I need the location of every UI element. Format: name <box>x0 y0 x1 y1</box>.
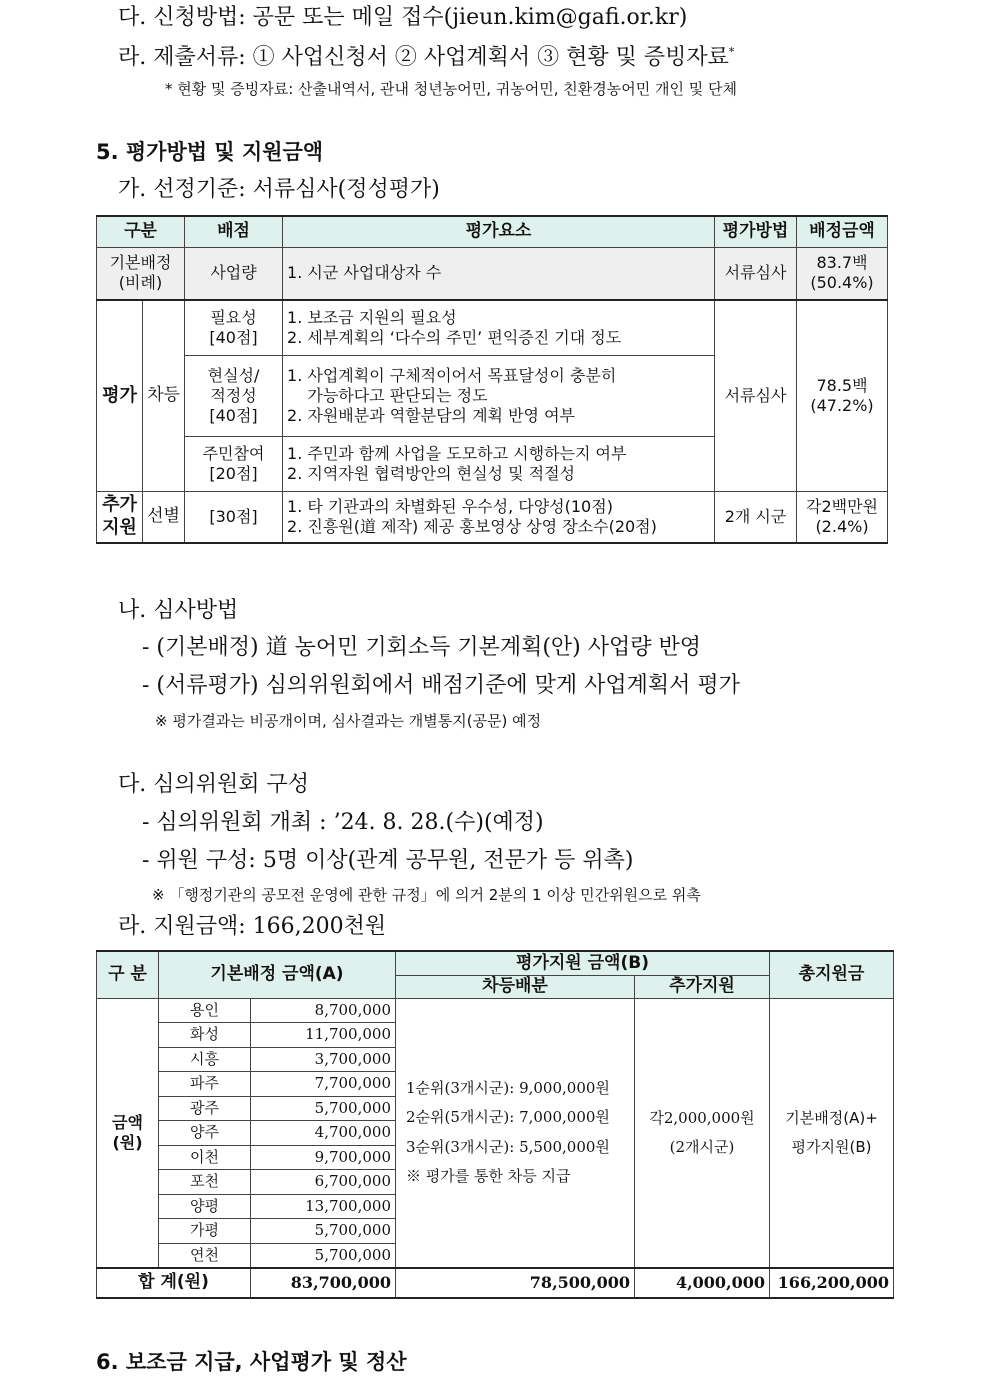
region-amount: 13,700,000 <box>251 1194 396 1219</box>
sum-extra: 4,000,000 <box>635 1268 770 1298</box>
region-name: 광주 <box>159 1096 251 1121</box>
region-name: 시흥 <box>159 1047 251 1072</box>
committee-item-2: - 위원 구성: 5명 이상(관계 공무원, 전문가 등 위촉) <box>142 848 634 873</box>
sum-diff: 78,500,000 <box>396 1268 635 1298</box>
support-amount-title: 라. 지원금액: 166,200천원 <box>118 914 387 939</box>
region-name: 용인 <box>159 998 251 1023</box>
diff-label: 차등 <box>143 300 185 491</box>
extra-label-1: 추가 <box>102 494 137 516</box>
extra-label-2: 지원 <box>102 516 137 538</box>
extra-line: 각2,000,000원 <box>649 1109 755 1127</box>
eval-item: 2. 자원배분과 역할분담의 계획 반영 여부 <box>287 405 576 425</box>
review-method-item-1: - (기본배정) 道 농어민 기회소득 기본계획(안) 사업량 반영 <box>142 635 702 660</box>
eval-score-2-points: [40점] <box>209 405 258 425</box>
amount-row-label-1: 금액 <box>112 1112 143 1132</box>
eval-item: 2. 지역자원 협력방안의 현실성 및 적절성 <box>287 463 576 483</box>
region-name: 양주 <box>159 1121 251 1146</box>
eval-score-2 <box>185 355 283 436</box>
committee-item-1: - 심의위원회 개최 : ’24. 8. 28.(수)(예정) <box>142 810 544 835</box>
diff-line: 1순위(3개시군): 9,000,000원 <box>406 1079 610 1097</box>
extra-items <box>283 491 715 543</box>
region-amount: 5,700,000 <box>251 1243 396 1268</box>
eval-items-1 <box>283 300 715 355</box>
region-name: 파주 <box>159 1072 251 1097</box>
basic-category-sub: (비례) <box>118 273 163 293</box>
basic-amount-value: 83.7백 <box>816 253 868 273</box>
basic-score: 사업량 <box>185 247 283 300</box>
th-item: 평가요소 <box>283 216 715 247</box>
evaluation-table <box>96 215 888 544</box>
eval-items-3 <box>283 436 715 491</box>
eval-item: 가능하다고 판단되는 정도 <box>287 385 488 405</box>
documents-line <box>118 40 734 71</box>
documents-text: 라. 제출서류: ① 사업신청서 ② 사업계획서 ③ 현황 및 증빙자료 <box>118 45 729 70</box>
region-name: 화성 <box>159 1023 251 1048</box>
region-amount: 9,700,000 <box>251 1145 396 1170</box>
eval-score-1-points: [40점] <box>209 327 258 347</box>
eval-item: 1. 주민과 함께 사업을 도모하고 시행하는지 여부 <box>287 443 627 463</box>
eval-item: 1. 사업계획이 구체적이어서 목표달성이 충분히 <box>287 365 617 385</box>
sum-total: 166,200,000 <box>770 1268 894 1298</box>
eval-items-2 <box>283 355 715 436</box>
eval-label: 평가 <box>97 300 143 491</box>
eval-score-3-name: 주민참여 <box>202 443 265 463</box>
eval-item: 2. 세부계획의 ‘다수의 주민’ 편익증진 기대 정도 <box>287 327 622 347</box>
th2-basic: 기본배정 금액(A) <box>159 951 396 998</box>
extra-method: 2개 시군 <box>715 491 797 543</box>
eval-score-2-name2: 적정성 <box>210 385 257 405</box>
eval-score-3-points: [20점] <box>209 463 258 483</box>
amount-table <box>96 950 894 1299</box>
extra-amount-pct: (2.4%) <box>815 516 869 536</box>
eval-score-1-name: 필요성 <box>210 307 257 327</box>
region-name: 양평 <box>159 1194 251 1219</box>
extra-label <box>97 491 143 543</box>
region-amount: 7,700,000 <box>251 1072 396 1097</box>
region-amount: 4,700,000 <box>251 1121 396 1146</box>
region-rows <box>97 998 894 1268</box>
apply-method-line: 다. 신청방법: 공문 또는 메일 접수(jieun.kim@gafi.or.kr) <box>118 5 688 30</box>
region-name: 이천 <box>159 1145 251 1170</box>
amount-row-label-2: (원) <box>112 1132 143 1152</box>
eval-score-1 <box>185 300 283 355</box>
th-gubun: 구분 <box>97 216 185 247</box>
th2-extra: 추가지원 <box>635 975 770 998</box>
basic-amount <box>797 247 888 300</box>
extra-item: 2. 진흥원(道 제작) 제공 홍보영상 상영 장소수(20점) <box>287 516 657 536</box>
region-amount: 11,700,000 <box>251 1023 396 1048</box>
extra-amount-value: 각2백만원 <box>806 496 879 516</box>
review-method-title: 나. 심사방법 <box>118 598 239 623</box>
committee-note: ※ 「행정기관의 공모전 운영에 관한 규정」에 의거 2분의 1 이상 민간위원으로 위촉 <box>152 886 701 904</box>
region-amount: 5,700,000 <box>251 1219 396 1244</box>
region-amount: 5,700,000 <box>251 1096 396 1121</box>
amount-row-label <box>97 998 159 1268</box>
sum-label: 합 계(원) <box>97 1268 251 1298</box>
eval-amount-value: 78.5백 <box>816 375 868 395</box>
eval-score-3 <box>185 436 283 491</box>
region-name: 가평 <box>159 1219 251 1244</box>
basic-amount-pct: (50.4%) <box>810 273 874 293</box>
region-amount: 6,700,000 <box>251 1170 396 1195</box>
extra-type: 선별 <box>143 491 185 543</box>
total-formula <box>770 998 894 1268</box>
th2-diff: 차등배분 <box>396 975 635 998</box>
region-amount: 8,700,000 <box>251 998 396 1023</box>
basic-category-label: 기본배정 <box>109 253 172 273</box>
diff-line: 2순위(5개시군): 7,000,000원 <box>406 1108 610 1127</box>
review-method-item-2: - (서류평가) 심의위원회에서 배점기준에 맞게 사업계획서 평가 <box>142 673 740 698</box>
extra-support <box>635 998 770 1268</box>
region-name: 포천 <box>159 1170 251 1195</box>
region-name: 연천 <box>159 1243 251 1268</box>
diff-line: ※ 평가를 통한 차등 지급 <box>406 1166 571 1185</box>
extra-amount <box>797 491 888 543</box>
selection-criteria: 가. 선정기준: 서류심사(정성평가) <box>118 177 440 202</box>
review-method-note: ※ 평가결과는 비공개이며, 심사결과는 개별통지(공문) 예정 <box>155 712 542 730</box>
extra-score: [30점] <box>185 491 283 543</box>
extra-item: 1. 타 기관과의 차별화된 우수성, 다양성(10점) <box>287 496 613 516</box>
eval-item: 1. 보조금 지원의 필요성 <box>287 307 457 327</box>
basic-item: 1. 시군 사업대상자 수 <box>283 247 715 300</box>
section6-title: 6. 보조금 지급, 사업평가 및 정산 <box>96 1350 407 1374</box>
th2-total: 총지원금 <box>770 951 894 998</box>
basic-category <box>97 247 185 300</box>
diff-line: 3순위(3개시군): 5,500,000원 <box>406 1137 610 1156</box>
th2-gubun: 구 분 <box>97 951 159 998</box>
eval-method: 서류심사 <box>715 300 797 491</box>
eval-amount <box>797 300 888 491</box>
section5-title: 5. 평가방법 및 지원금액 <box>96 140 324 164</box>
th-amount: 배정금액 <box>797 216 888 247</box>
documents-mark: * <box>728 45 735 59</box>
sum-basic: 83,700,000 <box>251 1268 396 1298</box>
th-method: 평가방법 <box>715 216 797 247</box>
documents-note: * 현황 및 증빙자료: 산출내역서, 관내 청년농어민, 귀농어민, 친환경농어민 개인 및 단체 <box>165 80 737 98</box>
region-amount: 3,700,000 <box>251 1047 396 1072</box>
th2-eval: 평가지원 금액(B) <box>396 951 770 975</box>
th-score: 배점 <box>185 216 283 247</box>
committee-title: 다. 심의위원회 구성 <box>118 772 309 797</box>
eval-amount-pct: (47.2%) <box>810 395 874 415</box>
extra-line: (2개시군) <box>669 1137 735 1156</box>
total-line: 기본배정(A)+ <box>785 1109 878 1127</box>
diff-distribution <box>396 998 635 1268</box>
eval-score-2-name: 현실성/ <box>207 365 260 385</box>
basic-method: 서류심사 <box>715 247 797 300</box>
total-line: 평가지원(B) <box>791 1137 872 1156</box>
